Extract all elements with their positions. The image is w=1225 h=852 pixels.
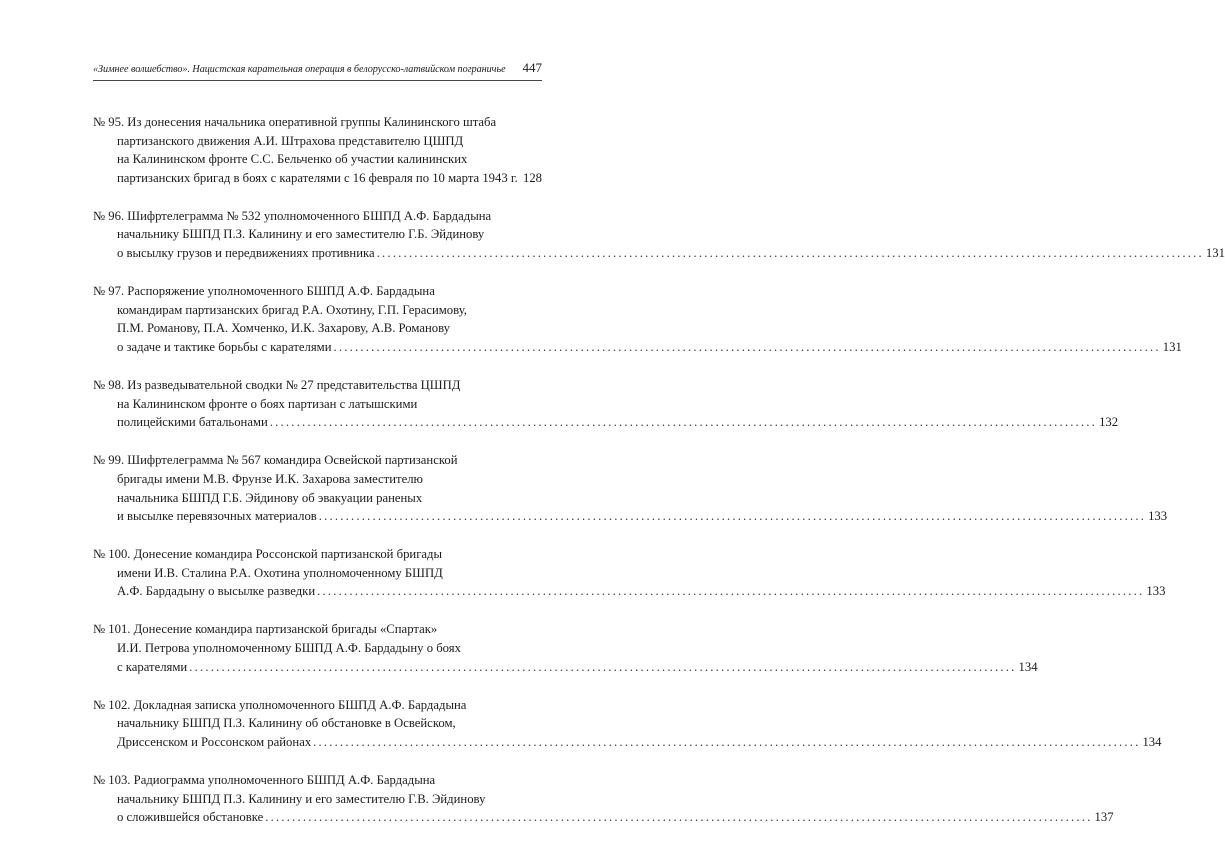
dot-leader: .......................................................................................................................................................... xyxy=(313,734,1141,749)
toc-entry-last-text: о высылку грузов и передвижениях противника xyxy=(117,246,375,261)
toc-page-ref[interactable]: 134 xyxy=(1018,659,1038,674)
dot-leader xyxy=(520,169,521,188)
toc-entry-continuation: начальнику БШПД П.З. Калинину об обстановке в Освейском, xyxy=(117,716,456,731)
toc-page-ref[interactable]: 133 xyxy=(1146,584,1166,599)
toc-entry-last-text: Дриссенском и Россонском районах xyxy=(117,734,312,749)
toc-entry[interactable] xyxy=(93,620,1038,676)
toc-entry-continuation: на Калининском фронте С.С. Бельченко об участии калининских xyxy=(117,152,468,167)
dot-leader: .......................................................................................................................................................... xyxy=(317,584,1145,599)
toc-entry-last-line xyxy=(93,413,1119,432)
page-number: 447 xyxy=(522,60,542,75)
toc-entry-last-text: о сложившейся обстановке xyxy=(117,810,264,825)
toc-entry-last-line xyxy=(93,338,1182,357)
toc-entry[interactable] xyxy=(93,282,1182,356)
running-header xyxy=(93,60,542,76)
toc-entry-continuation: И.И. Петрова уполномоченному БШПД А.Ф. Бардадыну о боях xyxy=(117,641,461,656)
toc-entry-last-line xyxy=(93,733,1162,752)
toc-entry-title: № 96. Шифртелеграмма № 532 уполномоченного БШПД А.Ф. Бардадына xyxy=(93,208,492,223)
toc-entry-continuation: начальника БШПД Г.Б. Эйдинову об эвакуации раненых xyxy=(117,490,423,505)
toc-entry-last-line xyxy=(93,169,542,188)
toc-entry-last-text: о задаче и тактике борьбы с карателями xyxy=(117,339,332,354)
toc-entry-continuation: имени И.В. Сталина Р.А. Охотина уполномоченному БШПД xyxy=(117,565,443,580)
dot-leader: .......................................................................................................................................................... xyxy=(318,509,1147,524)
header-rule xyxy=(93,80,542,81)
toc-entry-last-text: и высылке перевязочных материалов xyxy=(117,509,317,524)
toc-entry[interactable] xyxy=(93,451,1168,525)
toc-entry[interactable] xyxy=(93,376,1119,432)
toc-entry-title: № 102. Докладная записка уполномоченного БШПД А.Ф. Бардадына xyxy=(93,697,467,712)
toc-entry-title: № 99. Шифртелеграмма № 567 командира Освейской партизанской xyxy=(93,453,458,468)
toc-page-ref[interactable]: 134 xyxy=(1142,734,1162,749)
toc-entry-continuation: на Калининском фронте о боях партизан с латышскими xyxy=(117,396,418,411)
dot-leader: .......................................................................................................................................................... xyxy=(189,659,1017,674)
toc-entry-continuation: бригады имени М.В. Фрунзе И.К. Захарова заместителю xyxy=(117,471,424,486)
toc-entry-last-line xyxy=(93,582,1166,601)
toc-page-ref[interactable]: 131 xyxy=(1205,246,1225,261)
toc-entry-continuation: П.М. Романову, П.А. Хомченко, И.К. Захарову, А.В. Романову xyxy=(117,321,451,336)
table-of-contents xyxy=(93,113,1225,846)
toc-entry-continuation: начальнику БШПД П.З. Калинину и его заместителю Г.В. Эйдинову xyxy=(117,791,486,806)
toc-entry-last-line xyxy=(93,244,1225,263)
toc-entry-title: № 98. Из разведывательной сводки № 27 представительства ЦШПД xyxy=(93,378,461,393)
toc-page-ref[interactable]: 128 xyxy=(522,170,542,185)
toc-entry-title: № 101. Донесение командира партизанской бригады «Спартак» xyxy=(93,622,438,637)
toc-page-ref[interactable]: 133 xyxy=(1148,509,1168,524)
toc-entry-last-text: А.Ф. Бардадыну о высылке разведки xyxy=(117,584,316,599)
toc-entry-last-text: партизанских бригад в боях с карателями с 16 февраля по 10 марта 1943 г. xyxy=(117,170,518,185)
toc-entry[interactable] xyxy=(93,696,1162,752)
dot-leader: .......................................................................................................................................................... xyxy=(269,415,1098,430)
toc-entry-title: № 103. Радиограмма уполномоченного БШПД А.Ф. Бардадына xyxy=(93,773,436,788)
toc-entry-continuation: командирам партизанских бригад Р.А. Охотину, Г.П. Герасимову, xyxy=(117,302,467,317)
toc-entry-last-text: с карателями xyxy=(117,659,188,674)
toc-entry-continuation: партизанского движения А.И. Штрахова представителю ЦШПД xyxy=(117,133,464,148)
toc-entry-last-line xyxy=(93,808,1114,827)
toc-entry[interactable] xyxy=(93,771,1114,827)
toc-page-ref[interactable]: 137 xyxy=(1094,810,1114,825)
dot-leader: .......................................................................................................................................................... xyxy=(333,339,1161,354)
toc-entry-last-text: полицейскими батальонами xyxy=(117,415,268,430)
toc-entry[interactable] xyxy=(93,113,542,187)
toc-page-ref[interactable]: 132 xyxy=(1099,415,1119,430)
dot-leader: .......................................................................................................................................................... xyxy=(376,246,1204,261)
toc-entry-title: № 97. Распоряжение уполномоченного БШПД А.Ф. Бардадына xyxy=(93,284,435,299)
toc-entry-title: № 95. Из донесения начальника оперативной группы Калининского штаба xyxy=(93,115,497,129)
toc-entry-last-line xyxy=(93,658,1038,677)
running-title: «Зимнее волшебство». Нацистская карательная операция в белорусско-латвийском пограничье xyxy=(93,64,506,75)
toc-entry[interactable] xyxy=(93,207,1225,263)
toc-entry-continuation: начальнику БШПД П.З. Калинину и его заместителю Г.Б. Эйдинову xyxy=(117,227,485,242)
toc-entry-last-line xyxy=(93,507,1168,526)
toc-page-ref[interactable]: 131 xyxy=(1162,339,1182,354)
toc-entry[interactable] xyxy=(93,545,1166,601)
dot-leader: .......................................................................................................................................................... xyxy=(265,810,1093,825)
toc-entry-title: № 100. Донесение командира Россонской партизанской бригады xyxy=(93,547,443,562)
